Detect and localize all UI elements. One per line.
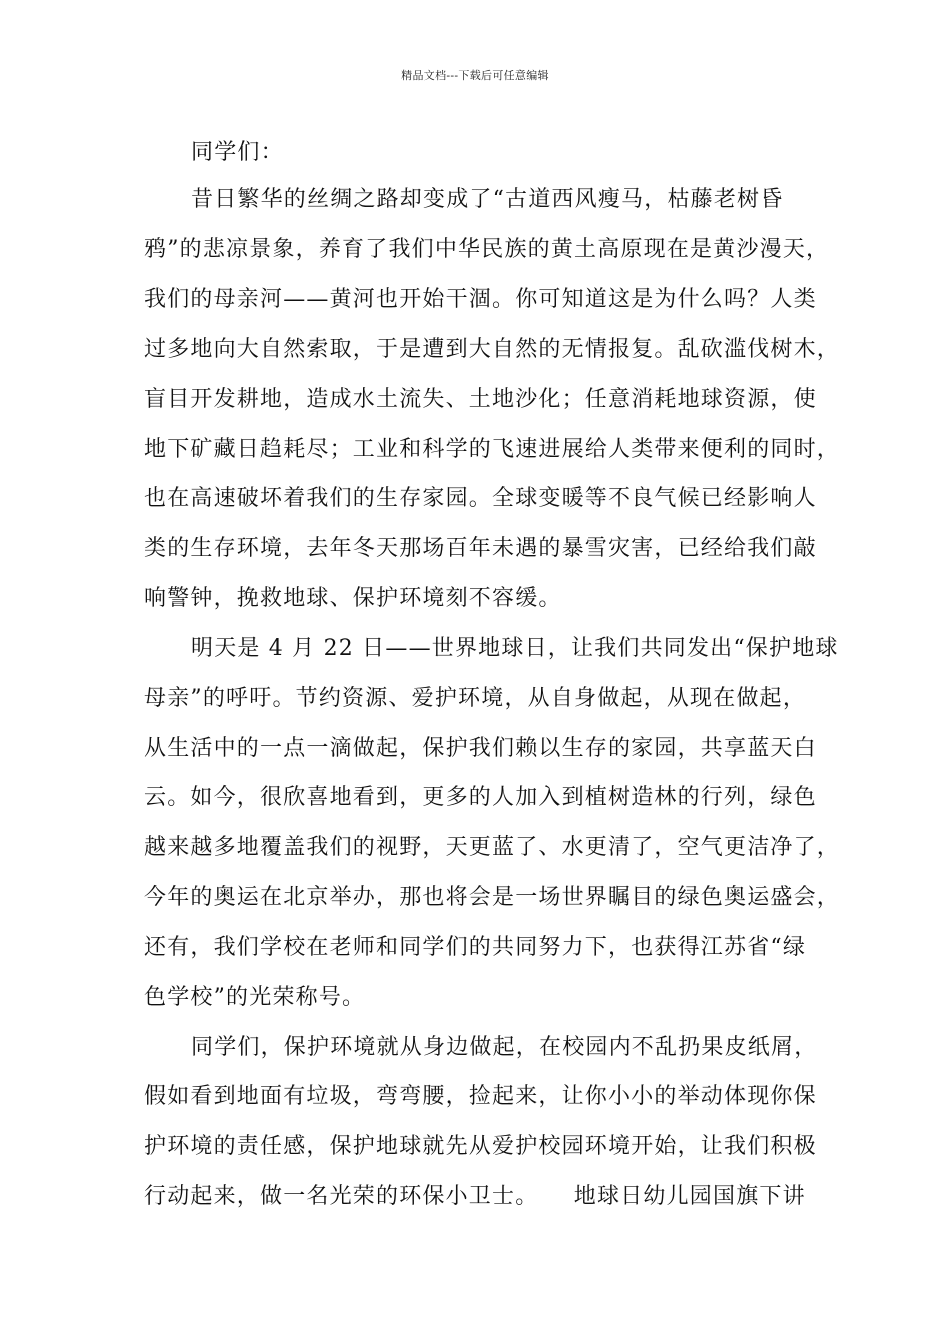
paragraph-1-line-1: 昔日繁华的丝绸之路却变成了“古道西风瘦马，枯藤老树昏 [191, 187, 784, 212]
paragraph-2-line-5: 越来越多地覆盖我们的视野，天更蓝了、水更清了，空气更洁净了， [144, 835, 841, 860]
paragraph-3-line-4: 行动起来，做一名光荣的环保小卫士。 地球日幼儿园国旗下讲 [144, 1184, 806, 1209]
paragraph-1-line-7: 也在高速破坏着我们的生存家园。全球变暖等不良气候已经影响人 [144, 486, 817, 511]
paragraph-2-line-6: 今年的奥运在北京举办，那也将会是一场世界瞩目的绿色奥运盛会， [144, 885, 841, 910]
paragraph-1-line-5: 盲目开发耕地，造成水土流失、土地沙化；任意消耗地球资源，使 [144, 387, 817, 412]
paragraph-3-line-2: 假如看到地面有垃圾，弯弯腰，捡起来，让你小小的举动体现你保 [144, 1084, 817, 1109]
paragraph-2-line-4: 云。如今，很欣喜地看到，更多的人加入到植树造林的行列，绿色 [144, 785, 817, 810]
paragraph-3-line-3: 护环境的责任感，保护地球就先从爱护校园环境开始，让我们积极 [144, 1134, 817, 1159]
paragraph-1-line-8: 类的生存环境，去年冬天那场百年未遇的暴雪灾害，已经给我们敲 [144, 536, 817, 561]
paragraph-1-line-9: 响警钟，挽救地球、保护环境刻不容缓。 [144, 586, 562, 611]
paragraph-1-line-2: 鸦”的悲凉景象，养育了我们中华民族的黄土高原现在是黄沙漫天， [144, 237, 830, 262]
paragraph-2-line-3: 从生活中的一点一滴做起，保护我们赖以生存的家园，共享蓝天白 [144, 736, 817, 761]
salutation-line: 同学们： [191, 140, 284, 165]
paragraph-1-line-3: 我们的母亲河——黄河也开始干涸。你可知道这是为什么吗？人类 [144, 287, 817, 312]
paragraph-1-line-4: 过多地向大自然索取，于是遭到大自然的无情报复。乱砍滥伐树木， [144, 337, 841, 362]
paragraph-2-line-1: 明天是 4 月 22 日——世界地球日，让我们共同发出“保护地球 [191, 636, 839, 661]
page-header: 精品文档---下载后可任意编辑 [401, 69, 549, 82]
paragraph-2-line-8: 色学校”的光荣称号。 [144, 985, 366, 1010]
paragraph-2-line-7: 还有，我们学校在老师和同学们的共同努力下，也获得江苏省“绿 [144, 935, 807, 960]
paragraph-3-line-1: 同学们，保护环境就从身边做起，在校园内不乱扔果皮纸屑， [191, 1035, 818, 1060]
paragraph-2-line-2: 母亲”的呼吁。节约资源、爱护环境，从自身做起，从现在做起， [144, 686, 807, 711]
paragraph-1-line-6: 地下矿藏日趋耗尽；工业和科学的飞速进展给人类带来便利的同时， [144, 437, 841, 462]
